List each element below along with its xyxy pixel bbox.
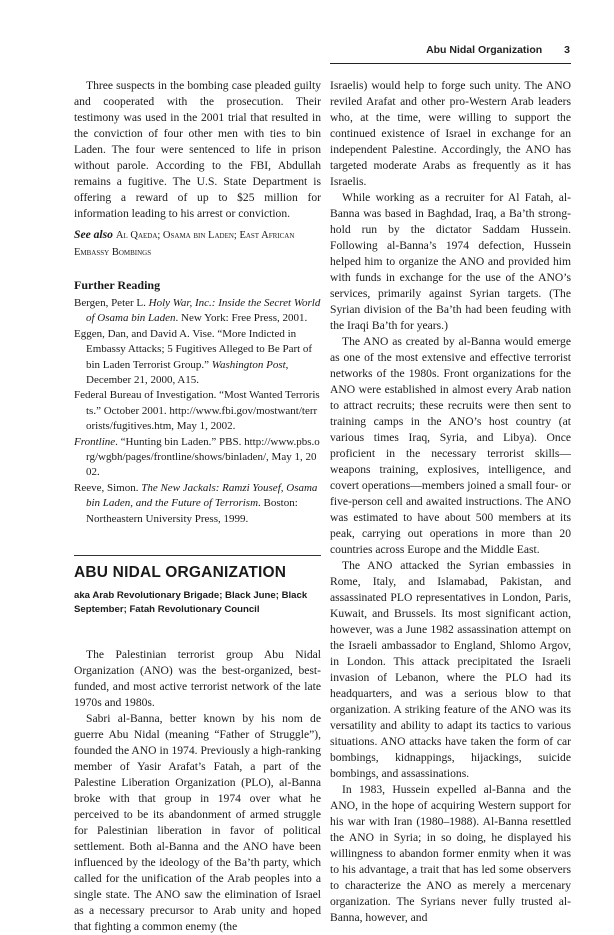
aka-line: aka Arab Revolutionary Brigade; Black June; Black September; Fatah Revolutionary Council <box>74 590 308 616</box>
right-column <box>330 78 571 926</box>
body-paragraph: The ANO attacked the Syrian embassies in Rome, Italy, and Islamabad, Pakistan, and assassinated PLO representatives in London, Paris, Kuwait, and Brussels. Its most significant action, however, was a June 1982 assassination attempt on the Israeli ambassador to England, Shlomo Argov, in London. This attack precipitated the Israeli invasion of Lebanon, where the PLO had its headquarters, and was a serious blow to that organization. A striking feature of the ANO was its versatility and ability to adapt its tactics to various situations. ANO attacks have taken the form of car bombings, kidnappings, hijackings, suicide bombings, and assassinations. <box>330 559 571 780</box>
running-head <box>426 44 570 56</box>
body-paragraph: While working as a recruiter for Al Fatah, al-Banna was based in Baghdad, Iraq, a Ba’th strong-hold run by the dictator Saddam Hussein. Following al-Banna’s 1974 defection, Hussein helped him to organize the ANO and provided him with funds in exchange for the use of the ANO’s services, primarily against Syrian targets. (The Syrian division of the Ba’th had been feuding with the Iraqi Ba’th for years.) <box>330 191 571 332</box>
header-rule <box>330 63 571 64</box>
reference-item: Eggen, Dan, and David A. Vise. “More Indicted in Embassy Attacks; 5 Fugitives Alleged to Be Part of bin Laden Terrorist Group.” Washington Post, December 21, 2000, A15. <box>74 327 313 387</box>
running-title: Abu Nidal Organization <box>426 44 543 56</box>
body-paragraph: The Palestinian terrorist group Abu Nidal Organization (ANO) was the best-organized, best-funded, and most active terrorist network of the late 1970s and 1980s. <box>74 648 321 710</box>
body-paragraph: The ANO as created by al-Banna would emerge as one of the most extensive and effective terrorist networks of the 1980s. Front organizations for the ANO were established in almost every Arab nation to attract recruits; these recruits were then sent to training camps in the ANO’s host country (at various times Iraq, Syria, and Libya). Once proficient in the necessary terrorist skills—weapons training, explosives, intelligence, and covert operations—members joined a small four- or five-person cell and awaited instructions. The ANO was estimated to have about 500 members at its peak, carrying out operations in more than 20 countries across Europe and the Middle East. <box>330 335 571 556</box>
body-paragraph: In 1983, Hussein expelled al-Banna and the ANO, in the hope of acquiring Western support for his war with Iran (1980–1988). Al-Banna resettled the ANO in Syria; in so doing, he displayed his willingness to abandon former enmity when it was to his advantage, a trait that has led some observers to characterize the ANO as merely a mercenary organization. The Syrians never fully trusted al-Banna, however, and <box>330 783 571 924</box>
reference-item: Reeve, Simon. The New Jackals: Ramzi Yousef, Osama bin Laden, and the Future of Terrorism. Boston: Northeastern University Press, 1999. <box>74 481 318 525</box>
see-also <box>74 227 321 261</box>
section-title: ABU NIDAL ORGANIZATION <box>74 564 287 582</box>
reference-item: Frontline. “Hunting bin Laden.” PBS. http://www.pbs.org/wgbh/pages/frontline/shows/binladen/, May 1, 2002. <box>74 435 320 479</box>
reference-list <box>74 296 321 527</box>
see-also-label: See also <box>74 228 113 241</box>
see-also-entries: Al Qaeda; Osama bin Laden; East African Embassy Bombings <box>74 230 295 258</box>
further-reading-heading: Further Reading <box>74 278 161 292</box>
reference-item: Federal Bureau of Investigation. “Most Wanted Terrorists.” October 2001. http://www.fbi.gov/mostwant/terrorists/fugitives.htm, May 1, 2002. <box>74 389 320 433</box>
page-number: 3 <box>564 44 570 56</box>
body-paragraph: Israelis) would help to forge such unity. The ANO reviled Arafat and other pro-Western Arab leaders who, at the time, were willing to support the continued existence of Israel in exchange for an independent Palestine. Accordingly, the ANO has targeted moderate Arabs as frequently as it has Israelis. <box>330 79 571 188</box>
section-rule <box>74 555 321 556</box>
intro-paragraph: Three suspects in the bombing case pleaded guilty and cooperated with the prosecution. Their testimony was used in the 2001 trial that resulted in the conviction of four other men with ties to bin Laden. The four were sentenced to life in prison without parole. According to the FBI, Abdullah remains a fugitive. The U.S. State Department is offering a reward of up to $25 million for information leading to his arrest or conviction. <box>74 79 321 220</box>
reference-item: Bergen, Peter L. Holy War, Inc.: Inside the Secret World of Osama bin Laden. New York: Free Press, 2001. <box>74 297 321 325</box>
body-paragraph: Sabri al-Banna, better known by his nom de guerre Abu Nidal (meaning “Father of Struggle”), founded the ANO in 1974. Previously a high-ranking member of Yasir Arafat’s Fatah, a part of the Palestine Liberation Organization (PLO), al-Banna broke with that group in 1974 over what he perceived to be its abandonment of armed struggle for Palestinian liberation in favor of political settlement. Both al-Banna and the ANO have been influenced by the ideology of the Ba’th party, which called for the unification of the Arab peoples into a single state. The ANO saw the elimination of Israel as a necessary precursor to Arab unity and hoped that fighting a common enemy (the <box>74 712 321 934</box>
left-column <box>74 78 321 935</box>
